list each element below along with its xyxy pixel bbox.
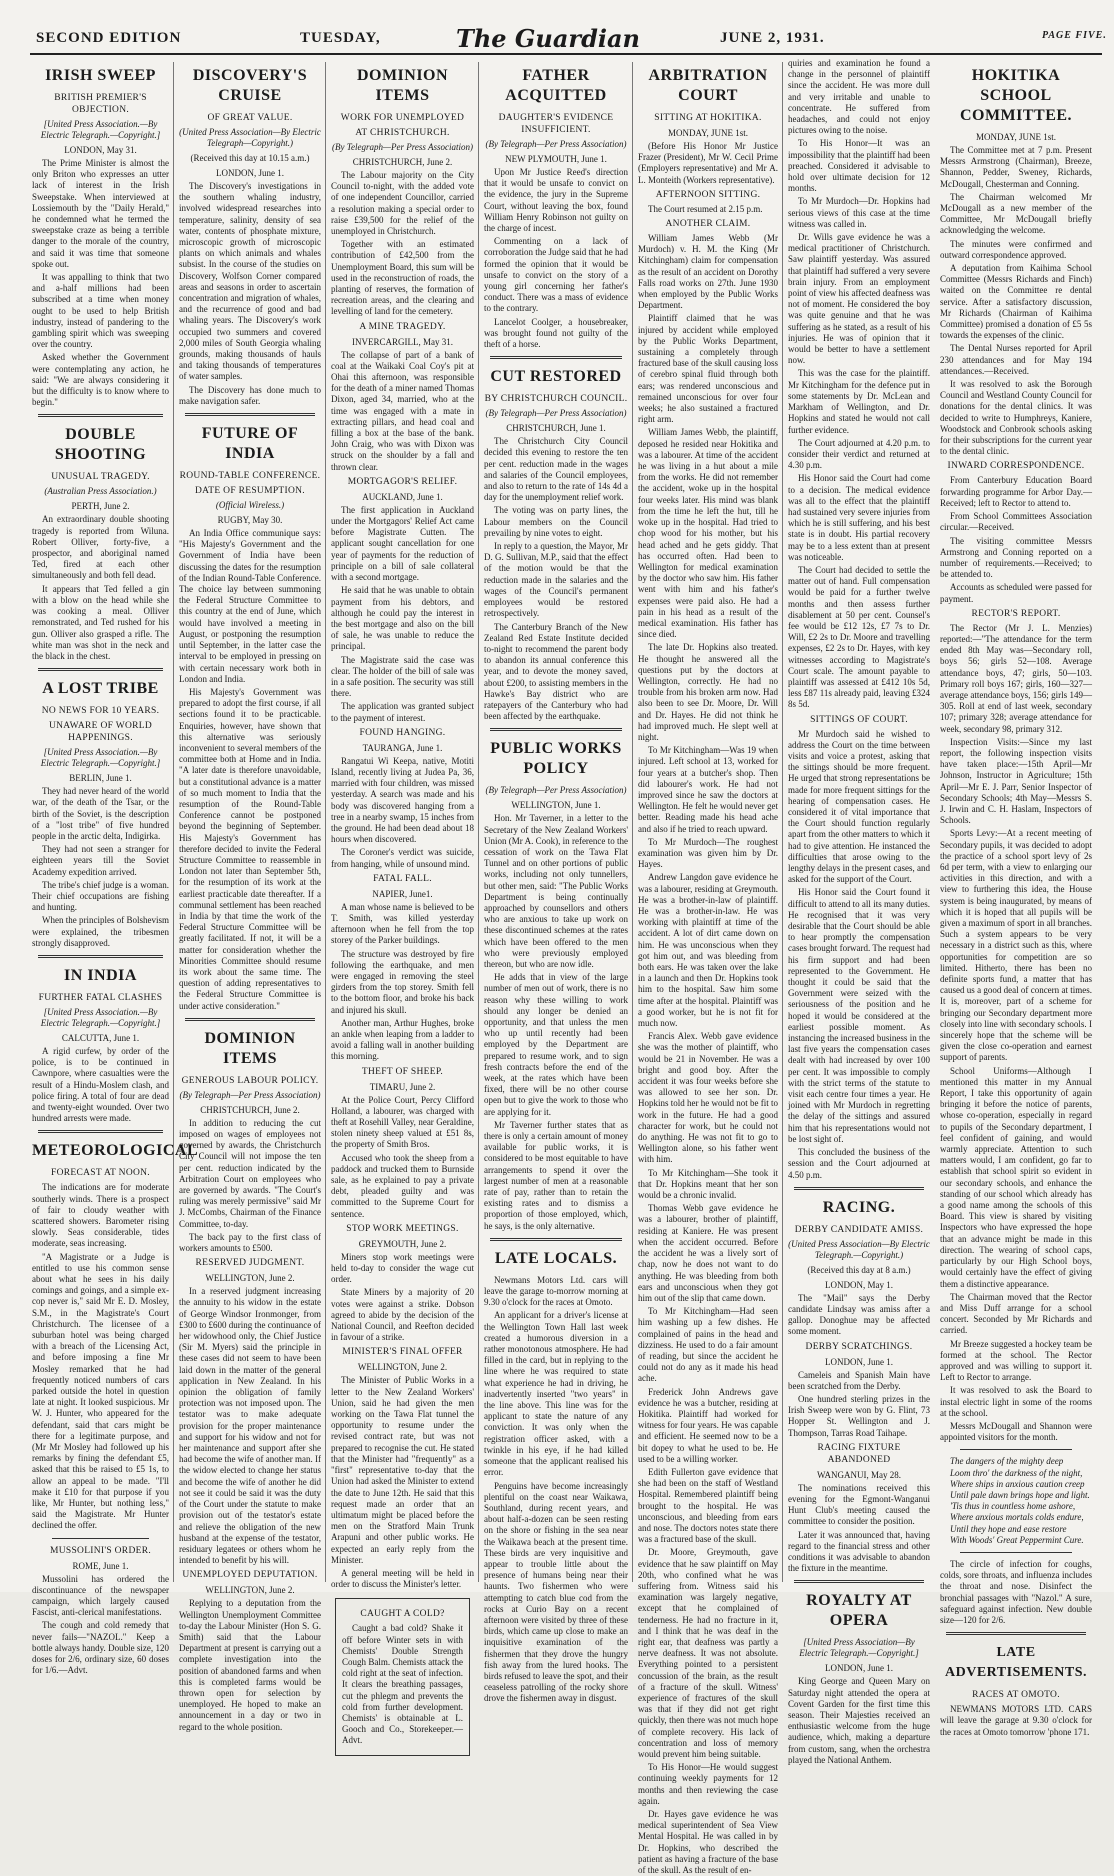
advertisement-paragraph: The circle of infection for coughs, colds, sore throats, and influenza includes the throat and nose. Disinfect the bronchial passages with "Nazol." A sure, safeguard against infection. New double size—120 for 2/6. (940, 1558, 1092, 1625)
article-paragraph: To His Honor—He would suggest continuing weekly payments for 12 months and then reviewing the case again. (638, 1762, 778, 1806)
article-paragraph: The Dental Nurses reported for April 230 attendances and for May 194 attendances.—Received. (940, 343, 1092, 376)
dateline-source: (Official Wireless.) (215, 500, 285, 511)
subheading: RACING FIXTURE ABANDONED (817, 1442, 901, 1465)
article-paragraph: Later it was announced that, having regard to the financial stress and other conditions it was advisable to abandon the fixture in the meantime. (788, 1529, 930, 1574)
dateline-source: (United Press Association—By Electric Telegraph.—Copyright.) (788, 1238, 930, 1260)
verse-line: 'Tis thus in countless home ashore, (950, 1501, 1076, 1512)
section-divider (38, 955, 163, 958)
article-paragraph: In a reserved judgment increasing the annuity to his widow in the estate of George Windsor Ironmonger, from £300 to £600 during the continuance of her widowhood only, the Chief Justice (Sir M. Myers) said the principle in these cases did not seem to have been laid down in the matter of the general application in New Zealand. In his opinion the obligation of family protection was not imposed upon. The testator was to make adequate provision for the proper maintenance and support for his widow and not for her maintenance and support after she had become the wife of another man. If the widow elected to change her status and become the wife of another he did not see it could be said it was the duty of the Court under the statute to make provision out of the testator's estate and relieve the obligation of the new husband at the expense of the testator, residuary legatees or others whom he intended to benefit by his will. (179, 1286, 321, 1566)
advertisement-paragraph: NEWMANS MOTORS LTD. CARS will leave the garage at 9.30 o'clock for the races at Omoto tomorrow 'phone 171. (940, 1704, 1092, 1737)
verse-line: With Woods' Great Peppermint Cure. (950, 1534, 1084, 1545)
headline-public-works-policy: PUBLIC WORKS POLICY (490, 740, 622, 778)
article-paragraph: This was the case for the plaintiff. Mr Kitchingham for the defence put in some statements by Dr. McLean and Markham of Wellington, and Dr. Hopkins and stated he would not call further evidence. (788, 368, 930, 435)
article-paragraph: An India Office communique says: "His Majesty's Government and the Government of India have been discussing the dates for the resumption of the Indian Round-Table Conference. The choice lay between summoning the Federal Structure Committee to this country at the end of June, which would have involved a meeting in August, or postponing the resumption until September, in the latter case the interval to be employed in pressing on with certain necessary work both in London and India. (179, 528, 321, 684)
place-dateline: WANGANUI, May 28. (817, 1469, 901, 1480)
section-divider (794, 1187, 924, 1190)
article-paragraph: Dr. Wills gave evidence he was a medical practitioner of Christchurch. Saw plaintiff yesterday. Was assured that plaintiff had suffered a very severe brain injury. From an employment point of view his affected deafness was not of moment. He considered the boy was quite genuine and that he was suffering as he stated, as a result of his injuries. He was of opinion that it would be better to have a settlement now. (788, 232, 930, 366)
column-6 (784, 58, 934, 1765)
section-divider (185, 413, 315, 416)
article-paragraph: At the Police Court, Percy Clifford Holland, a labourer, was charged with theft at Rosehill Valley, near Geraldine, stolen ninety sheep valued at £51 8s, the property of Smith Bros. (331, 1094, 474, 1150)
place-dateline: WELLINGTON, June 1. (511, 800, 601, 811)
column-rule (632, 62, 633, 1582)
article-paragraph: Plaintiff claimed that he was injured by accident while employed by the Public Works Department, sustaining a completely through fractured base of the skull causing loss of cerebro spinal fluid through both ears; was rendered unconscious and remained unconscious for over four weeks; he also sustained a fractured right arm. (638, 313, 778, 425)
subheading: UNAWARE OF WORLD HAPPENINGS. (48, 721, 153, 744)
article-paragraph: The Coroner's verdict was suicide, from hanging, while of unsound mind. (331, 847, 474, 869)
article-paragraph: Thomas Webb gave evidence he was a labourer, brother of plaintiff, residing at Kaniere. He was present when the accident occurred. Before the accident he was a lively sort of chap, now he does not want to do anything. He was bleeding from both ears and unconscious when they got him out of the slip that came down. (638, 1203, 778, 1303)
column-rule (173, 62, 174, 1582)
place-dateline: AUCKLAND, June 1. (362, 491, 443, 502)
place-dateline: GREYMOUTH, June 2. (358, 1238, 447, 1249)
article-paragraph: An applicant for a driver's license at the Wellington Town Hall last week created a humorous diversion in a rather monotonous atmosphere. He had filled in the card, but in replying to the line where he was required to state what experience he had in driving, he inadvertently inserted "two years" in the line above. This line was for the applicant to state the nature of any conviction. It was only when the registration officer asked, with a twinkle in his eye, if he had killed someone that the applicant realised his error. (484, 1310, 628, 1478)
subheading: UNEMPLOYED DEPUTATION. (182, 1570, 318, 1581)
article-paragraph: Commenting on a lack of corroboration the Judge said that he had formed the opinion that it would be unsafe to convict on the story of a young girl concerning her father's conduct. There was a mass of evidence to the contrary. (484, 236, 628, 314)
column-3 (327, 58, 478, 1746)
article-paragraph: The back pay to the first class of workers amounts to £500. (179, 1231, 321, 1254)
column-rule (478, 62, 479, 1582)
article-paragraph: The Chairman moved that the Rector and Miss Duff arrange for a school concert. Seconded by Mr Richards and carried. (940, 1291, 1092, 1336)
article-paragraph: A deputation from Kaihima School Committee (Messrs Richards and Finch) waited on the Committee re dental service. After a satisfactory discussion, Mr Richards (Chairman of Kaihima Committee) promised a donation of £5 5s towards the expenses of the clinic. (940, 263, 1092, 341)
section-divider (38, 414, 163, 417)
article-paragraph: A man whose name is believed to be T. Smith, was killed yesterday afternoon when he fell from the top storey of the Parker buildings. (331, 901, 474, 946)
place-dateline: NEW PLYMOUTH, June 1. (505, 154, 607, 164)
article-paragraph: The Prime Minister is almost the only Briton who expresses an utter lack of interest in the Irish Sweepstake. When interviewed at Lossiemouth by the "Daily Herald," he condemned what he termed the sweepstake craze as being a terrible danger to the morale of the country, and said it was time that someone spoke out. (32, 158, 169, 269)
subheading: ANOTHER CLAIM. (665, 219, 751, 230)
article-paragraph: Mr Murdoch said he wished to address the Court on the time between visits and voice a protest, asking that the sittings should be more frequent. He urged that strong representations be made for more frequent sittings for the hearing of compensation cases. He considered it of vital importance that the Court should function regularly apart from the other matters to which it had to give attention. He instanced the difficulties that arose owing to the lengthy delays in the present cases, and asked for the support of the Court. (788, 728, 930, 885)
edition-label: SECOND EDITION (36, 30, 182, 46)
subheading: OF GREAT VALUE. (207, 113, 293, 123)
article-paragraph: It was appalling to think that two and a-half millions had been subscribed at a time when money ought to be used to help British industry, instead of pandering to the gambling spirit which was sweeping over the country. (32, 272, 169, 350)
article-paragraph: Inspection Visits:—Since my last report, the following inspection visits have taken place:—15th April—Mr Johnson, Instructor in Agriculture; 15th April—Mr E. J. Parr, Senior Inspector of Secondary Schools; 4th May—Messrs S. J. Irwin and C. H. Haslam, Inspectors of Schools. (940, 736, 1092, 826)
dateline-source: [United Press Association.—By Electric Telegraph.—Copyright.] (40, 1006, 161, 1028)
advertisement-heading: CAUGHT A COLD? (360, 1609, 445, 1620)
page-number: PAGE FIVE. (1042, 30, 1107, 41)
article-paragraph: In addition to reducing the cut imposed on wages of employees not governed by awards, the Christchurch City Council will not impose the ten per cent. reduction indicated by the Arbitration Court on employees who are governed by awards. "The Court's ruling was merely permissive" said Mr J. McCombs, Chairman of the Finance Committee, to-day. (179, 1117, 321, 1229)
place-dateline: WELLINGTON, June 2. (357, 1362, 448, 1373)
article-paragraph: The application was granted subject to the payment of interest. (331, 701, 474, 723)
dateline-source: (United Press Association—By Electric Telegraph—Copyright.) (179, 127, 321, 148)
headline-late-advertisements: LATE ADVERTISEMENTS. (945, 1645, 1087, 1681)
dateline-source: (By Telegraph—Per Press Association) (332, 142, 473, 152)
subheading: WORK FOR UNEMPLOYED (340, 113, 465, 123)
section-divider (960, 1449, 1072, 1450)
article-paragraph: They had not seen a stranger for eighteen years till the Soviet Academy expedition arrived. (32, 844, 169, 877)
subheading: ROUND-TABLE CONFERENCE. (179, 471, 321, 482)
section-divider (52, 1538, 149, 1539)
subheading: SITTING AT HOKITIKA. (654, 113, 762, 123)
article-paragraph: To His Honor—It was an impossibility that the plaintiff had been preached. Considered it advisable to hold over ultimate decision for 12 months. (788, 138, 930, 194)
subheading: MUSSOLINI'S ORDER. (49, 1545, 152, 1556)
article-paragraph: Mr Breeze suggested a hockey team be formed at the school. The Rector approved and was willing to support it. Left to Rector to arrange. (940, 1338, 1092, 1383)
dateline-source: (By Telegraph—Per Press Association) (485, 408, 627, 419)
section-divider (38, 668, 163, 671)
article-paragraph: He adds that in view of the large number of men out of work, there is no reason why these willing to work should any longer be denied an opportunity, and that unless the men who up until recently had been employed by the Department are prepared to resume work, and to sign fresh contracts before the end of the week, at the rates which have been fixed, there will be no other course open but to give the work to those who are applying for it. (484, 972, 628, 1117)
place-dateline: CHRISTCHURCH, June 1. (506, 423, 606, 434)
dateline-source: (Australian Press Association.) (44, 486, 157, 497)
received-note: (Received this day at 8 a.m.) (807, 1264, 911, 1275)
weekday-label: TUESDAY, (300, 30, 381, 46)
article-paragraph: The visiting committee Messrs Armstrong and Conning reported on a number of requirements.—Received; to be attended to. (940, 535, 1092, 580)
section-divider (490, 356, 622, 359)
place-dateline: CHRISTCHURCH, June 2. (200, 1104, 300, 1115)
place-dateline: PERTH, June 2. (71, 501, 130, 512)
headline-father-acquitted: FATHER ACQUITTED (505, 67, 607, 104)
headline-late-locals: LATE LOCALS. (494, 1249, 618, 1267)
headline-in-india: IN INDIA (64, 966, 137, 984)
article-paragraph: The collapse of part of a bank of coal at the Waikaki Coal Coy's pit at Ohai this afternoon, was responsible for the death of a miner named Thomas Dixon, aged 34, married, who at the time was engaged with a mate in extracting pillars, and head coal and filling a box at the base of the bank. John Craig, who was with Dixon was struck on the shoulder by a fall and thrown clear. (331, 349, 474, 472)
column-1 (28, 58, 199, 1676)
place-dateline: WELLINGTON, June 2. (205, 1585, 295, 1596)
dateline-source: (By Telegraph—Per Press Association) (179, 1089, 321, 1100)
article-paragraph: Francis Alex. Webb gave evidence she was the mother of plaintiff, who would be 21 in November. He was a bright and good boy. After the accident it was four weeks before she was allowed to see her son. Dr. Hopkins told her he would not be fit to work in the future. He had a good character for work, but he could not do anything. He was not fit to go to Wellington alone, so his father went with him. (638, 1031, 778, 1165)
article-paragraph: The Committee met at 7 p.m. Present Messrs Armstrong (Chairman), Breeze, Shannon, Pedder, Sweney, Richards, McDougall, Chesterman and Conning. (940, 145, 1092, 189)
article-paragraph: "A Magistrate or a Judge is entitled to use his common sense about what he sees in his daily comings and goings, and a simple ex-cop never is," said Mr E. D. Mosley, S.M., in the Magistrate's Court Christchurch. The licensee of a suburban hotel was being charged with a breach of the Licensing Act, and before imposing a fine Mr Mosley remarked that he had frequently noticed numbers of cars parked outside the hotel in question late at night. It looked suspicious. Mr W. J. Hunter, who appeared for the defendant, said that cars might be there for a legitimate purpose, and (Mr Mr Mosley had followed up his remarks by fining the defendant £5, asked that this be raised to £5 1s, to allow an appeal to be made. "I'll make it £10 for that purpose if you like, Mr Hunter, but nothing less," said the Magistrate. Mr Hunter declined the offer. (32, 1251, 169, 1531)
article-paragraph: King George and Queen Mary on Saturday night attended the opera at Covent Garden for the first time this season. Their Majesties received an enthusiastic welcome from the huge audience, which, making a departure from custom, sang, when the orchestra played the National Anthem. (788, 1676, 930, 1765)
article-paragraph: Messrs McDougall and Shannon were appointed visitors for the month. (940, 1420, 1092, 1443)
subheading: A MINE TRAGEDY. (359, 321, 446, 332)
place-dateline: ROME, June 1. (72, 1560, 129, 1571)
place-dateline: CHRISTCHURCH, June 2. (352, 157, 453, 167)
article-paragraph: Together with an estimated contribution of £42,500 from the Unemployment Board, this sum will be used in the reconstruction of roads, the planting of reserves, the formation of recreation areas, and the clearing and levelling of land for the cemetery. (331, 239, 474, 317)
advertisement-verse (940, 1456, 1092, 1546)
article-paragraph: Newmans Motors Ltd. cars will leave the garage to-morrow morning at 9.30 o'clock for the races at Omoto. (484, 1274, 628, 1308)
subheading: AFTERNOON SITTING. (655, 189, 761, 200)
article-paragraph: To Mr Kitchingham—Was 19 when injured. Left school at 13, worked for four years at a butcher's shop. Then did labourer's work. He had not improved since he saw the doctors at Wellington. He felt he would never get better. Reading made his head ache and also if he tried to reach upward. (638, 745, 778, 834)
headline-royalty-at-opera: ROYALTY AT OPERA (806, 1592, 912, 1630)
place-dateline: LONDON, June 1. (216, 168, 284, 178)
subheading: MINISTER'S FINAL OFFER (342, 1347, 463, 1358)
headline-dominion-items: DOMINION ITEMS (356, 67, 449, 104)
subheading: GENEROUS LABOUR POLICY. (181, 1075, 319, 1086)
column-7 (936, 58, 1096, 1737)
headline-future-of-india: FUTURE OF INDIA (201, 425, 299, 463)
article-paragraph: The Court resumed at 2.15 p.m. (648, 203, 763, 214)
place-dateline: INVERCARGILL, May 31. (352, 336, 453, 347)
article-paragraph: The Magistrate said the case was clear. The holder of the bill of sale was in a safe position. The security was still there. (331, 654, 474, 699)
article-paragraph: His Honor said the Court found it difficult to attend to all its many duties. He recognised that it was very desirable that the Court should be able to hear promptly the compensation cases brought forward. The request had his firm support and had been represented to the Government. He thought it could be said that the Government were seized with the seriousness of the position and he hoped it would be considered at the earliest possible moment. As instancing the increased business in the last five years the compensation cases dealt with had increased by over 100 per cent. It was impossible to comply with the strict terms of the statute to visit each centre four times a year. He joined with Mr Murdoch in regretting the delay of the sittings and assured him that his representations would not be lost sight of. (788, 887, 930, 1144)
place-dateline: TIMARU, June 2. (369, 1081, 436, 1092)
advertisement-text: Caught a bad cold? Shake it off before Winter sets in with Chemists' Double Strength Cough Balm. Chemists attack the cold right at the seat of infection. It clears the breathing passages, cut the phlegm and prevents the cold from further development. Chemists' is obtainable at L. Gooch and Co., Storekeeper.—Advt. (342, 1623, 463, 1746)
subheading: THEFT OF SHEEP. (361, 1066, 444, 1077)
place-dateline: BERLIN, June 1. (69, 773, 132, 784)
article-paragraph: Another man, Arthur Hughes, broke an ankle when leaping from a ladder to avoid a falling wall in another building this morning. (331, 1017, 474, 1062)
place-dateline: TAURANGA, June 1. (362, 742, 443, 753)
article-paragraph: Lancelot Coolger, a housebreaker, was brought found not guilty of the theft of a horse. (484, 316, 628, 350)
article-paragraph: The Rector (Mr J. L. Menzies) reported:—"The attendance for the term ended 8th May was—Secondary roll, boys 56; girls 52—108. Average attendance boys, 47; girls, 50—103. Primary roll boys 167; girls, 160—327—average attendance boys, 156; girls 149—305. Roll at end of last week, secondary 107; primary 328; average attendance for week, secondary 98, primary 312. (940, 622, 1092, 734)
subheading: SITTINGS OF COURT. (810, 714, 908, 725)
headline-double-shooting: DOUBLE SHOOTING (54, 426, 147, 464)
place-dateline: LONDON, June 1. (825, 1356, 893, 1367)
dateline-source: (By Telegraph—Per Press Association) (485, 139, 627, 149)
article-paragraph: From School Committees Association circular.—Received. (940, 511, 1092, 533)
article-paragraph: William James Webb, the plaintiff, deposed he resided near Hokitika and was a labourer. At time of the accident he was living in a hut about a mile from the works. He did not remember the accident, woke up in the hospital four weeks later. His mind was blank from the time he left the hut, till he woke up in the hospital. Had tried to chop wood for his mother, but his head ached and he gets giddy. That has occurred often. Had been to Wellington for medical examination by the doctor who saw him. His father went with him and his father's expenses were paid also. He had a pain in his head as a result of the medical examination. His father has since died. (638, 427, 778, 640)
column-2 (175, 58, 325, 1732)
subheading: NO NEWS FOR 10 YEARS. (41, 706, 160, 717)
article-paragraph: Cameleis and Spanish Main have been scratched from the Derby. (788, 1369, 930, 1391)
subheading: FOUND HANGING. (359, 727, 446, 738)
subheading: DERBY SCRATCHINGS. (805, 1341, 913, 1352)
article-paragraph: It was resolved to ask the Borough Council and Westland County Council for donations for the dental clinics. It was decided to write to Humphreys, Kaniere, Woodstock and Conbrook schools asking for their subscriptions for the current year to the dental clinic. (940, 379, 1092, 457)
subheading: DATE OF RESUMPTION. (195, 486, 305, 497)
column-rule (782, 62, 783, 1582)
article-paragraph: A rigid curfew, by order of the police, is to be continued in Cawnpore, where casualties were the result of a Hindu-Moslem clash, and police firing. A total of four are dead and twenty-eight wounded. Over two hundred arrests were made. (32, 1045, 169, 1124)
article-paragraph: The Chairman welcomed Mr McDougall as a new member of the Committee, Mr McDougall briefly acknowledging the welcome. (940, 191, 1092, 236)
article-paragraph: When the principles of Bolshevism were explained, the tribesmen strongly disapproved. (32, 915, 169, 948)
dateline-source: (By Telegraph—Per Press Association) (485, 785, 627, 796)
dateline-source: [United Press Association.—By Electric Telegraph.—Copyright.] (40, 747, 161, 769)
headline-irish-sweep: IRISH SWEEP (45, 67, 156, 84)
section-divider (490, 728, 622, 731)
article-paragraph: Asked whether the Government were contemplating any action, he said: "We are always considering it but the difficulty is to know where to begin." (32, 352, 169, 408)
place-dateline: MONDAY, JUNE 1st. (975, 132, 1056, 142)
article-paragraph: The Christchurch City Council decided this evening to restore the ten per cent. reduction made in the wages and salaries of the Council employees, and also to return to the rate of 14s 4d a day for the unemployment relief work. (484, 436, 628, 503)
subheading: INWARD CORRESPONDENCE. (947, 461, 1085, 472)
article-paragraph: Rangatui Wi Keepa, native, Motiti Island, recently living at Judea Pa, 36, married with four children, was missed yesterday. A search was made and his body was discovered hanging from a tree in a nearby swamp, 15 inches from the ground. He had been dead about 18 hours when discovered. (331, 755, 474, 845)
article-paragraph: The Court adjourned at 4.20 p.m. to consider their verdict and returned at 4.30 p.m. (788, 437, 930, 471)
advertisement-paragraph: The cough and cold remedy that never fails—"NAZOL." Keep a bottle always handy. Double size, 120 doses for 2/6, ordinary size, 60 doses for 1/6.—Advt. (32, 1620, 169, 1676)
place-dateline: LONDON, June 1. (825, 1663, 893, 1674)
place-dateline: WELLINGTON, June 2. (205, 1273, 295, 1284)
dateline-source: [United Press Association—By Electric Telegraph.—Copyright.] (799, 1637, 919, 1659)
subheading: RESERVED JUDGMENT. (195, 1258, 305, 1269)
article-paragraph: His Honor said the Court had come to a decision. The medical evidence was all to the effect that the plaintiff had sustained very severe injuries from which he is still suffering, and his best state is in doubt. His partial recovery may be to a less extent than at present was noticeable. (788, 473, 930, 562)
article-paragraph: Andrew Langdon gave evidence he was a labourer, residing at Greymouth. He was a brother-in-law of plaintiff. He was a brother-in-law. He was working with plaintiff at time of the accident. A lot of dirt came down on him. He was unconscious when they got him out, and was bleeding from both ears. He was taken over the lake in a launch and then Dr. Hopkins took him to the hospital. Saw him some time after at the hospital. Plaintiff was a good worker, but he is not fit for much now. (638, 872, 778, 1029)
article-paragraph: State Miners by a majority of 20 votes were against a strike. Dobson agreed to abide by the decision of the National Council, and Reefton decided in favour of a strike. (331, 1287, 474, 1343)
article-paragraph: quiries and examination he found a change in the personnel of plaintiff since the accident. He was more dull and very irritable and unable to concentrate. He suffered from headaches, and could not enjoy pictures owing to the noise. (788, 58, 930, 136)
section-divider (38, 1130, 163, 1133)
column-4 (480, 58, 632, 1704)
subheading: UNUSUAL TRAGEDY. (51, 472, 150, 483)
article-paragraph: Upon Mr Justice Reed's direction that it would be unsafe to convict on the evidence, the jury in the Supreme Court, without leaving the box, found William Henry Robinson not guilty on the charge of incest. (484, 167, 628, 234)
section-divider (794, 1580, 924, 1583)
article-paragraph: The first application in Auckland under the Mortgagors' Relief Act came before Magistrate Cutten. The applicant sought cancellation for one year of payments for the reduction of principle on a bill of sale collateral with a second mortgage. (331, 504, 474, 583)
article-paragraph: The indications are for moderate southerly winds. There is a prospect of fair to cloudy weather with scattered showers. Barometer rising slowly. Seas considerable, tides moderate, seas increasing. (32, 1182, 169, 1249)
article-paragraph: Replying to a deputation from the Wellington Unemployment Committee to-day the Labour Minister (Hon S. G. Smith) said that the Labour Department at present is carrying out a complete investigation into the position of abandoned farms and when this is completed farms would be thrown open for selection by unemployed. He hoped to make an announcement in a day or two in regard to the whole position. (179, 1598, 321, 1732)
section-divider (946, 1632, 1086, 1635)
article-paragraph: School Uniforms—Although I mentioned this matter in my Annual Report, I take this opportunity of again bringing it before the notice of parents, whose co-operation, especially in regard to pupils of the Secondary department, I feel confident of gaining, and would warmly appreciate. Attention to such matters would, I am confident, go far to establish that school spirit so evident in our secondary schools, and enhance the standing of our school which already has a good name among the schools of this Board. This view is shared by visiting Inspectors who have expressed the hope that an advance might be made in this direction. The wearing of school caps, particularly by our High School boys, would certainly have the effect of giving them a distinctive appearance. (940, 1065, 1092, 1289)
article-paragraph: It appears that Ted felled a gin with a blow on the head while she was cooking a meal. Olliver remonstrated, and Ted rushed for his gun. Olliver also grasped a rifle. The white man was shot in the neck and the black in the chest. (32, 583, 169, 661)
article-paragraph: The minutes were confirmed and outward correspondence approved. (940, 238, 1092, 260)
newspaper-title: The Guardian (456, 24, 640, 53)
article-paragraph: The voting was on party lines, the Labour members on the Council prevailing by nine votes to eight. (484, 505, 628, 538)
article-paragraph: Mr Taverner further states that as there is only a certain amount of money available for public works, it is considered to be most equitable to have arrangements to spend it over the largest number of men at a reasonable rate of pay, rather than to retain the existing rates and to dismiss a proportion of those employed, which, he says, is the only alternative. (484, 1119, 628, 1231)
headline-arbitration-court: ARBITRATION COURT (648, 67, 768, 104)
masthead-rule (30, 53, 1102, 55)
date-label: JUNE 2, 1931. (720, 30, 825, 46)
article-paragraph: Miners stop work meetings were held to-day to consider the wage cut order. (331, 1251, 474, 1285)
section-divider (490, 1238, 622, 1241)
article-paragraph: The structure was destroyed by fire following the earthquake, and men were engaged in removing the steel girders from the top storey. Smith fell to the bottom floor, and broke his back and injured his skull. (331, 948, 474, 1015)
article-paragraph: From Canterbury Education Board forwarding programme for Arbor Day.—Received; left to Rector to attend to. (940, 475, 1092, 508)
article-paragraph: The Court had decided to settle the matter out of hand. Full compensation would be paid for a further twelve months and then assess further disablement at 50 per cent. Counsel's fee would be £12 12s, £7 7s to Dr. Will, £2 2s to Dr. Moore and travelling expenses, £2 2s to Dr. Hayes, with key witnesses according to Magistrate's Court scale. The amount payable to plaintiff was assessed at £412 10s 5d, less £87 11s already paid, leaving £324 8s 5d. (788, 564, 930, 710)
article-paragraph: He said that he was unable to obtain payment from his debtors, and although he could pay the interest in the best mortgage and also on the bill of sale, he was unable to reduce the principal. (331, 585, 474, 652)
subheading: RACES AT OMOTO. (972, 1690, 1060, 1701)
article-paragraph: The "Mail" says the Derby candidate Lindsay was amiss after a gallop. Donoghue may be affected some moment. (788, 1292, 930, 1337)
verse-line: Until they hope and ease restore (950, 1523, 1067, 1534)
dateline-source: [United Press Association.—By Electric Telegraph.—Copyright.] (40, 119, 161, 140)
place-dateline: RUGBY, May 30. (217, 515, 283, 526)
article-paragraph: The Discovery has done much to make navigation safer. (179, 384, 321, 406)
article-paragraph: William James Webb (Mr Murdoch) v. H. M. the King (Mr Kitchingham) claim for compensation as the result of an accident on Dorothy Falls road works on 27th. June 1930 when employed by the Public Works Department. (638, 233, 778, 311)
subheading: DAUGHTER'S EVIDENCE INSUFFICIENT. (498, 113, 614, 135)
subheading: BRITISH PREMIER'S OBJECTION. (54, 93, 147, 115)
subheading: STOP WORK MEETINGS. (346, 1223, 459, 1234)
column-rule (325, 62, 326, 1582)
headline-meteorological: METEOROLOGICAL (32, 1142, 199, 1160)
verse-line: Where anxious mortals colds endure, (950, 1512, 1084, 1523)
article-paragraph: In reply to a question, the Mayor, Mr D. G. Sullivan, M.P., said that the effect of the motion would be that the reduction made in the salaries and the wages of the Council's permanent employees would be restored retrospectively. (484, 541, 628, 619)
article-paragraph: Mussolini has ordered the discontinuance of the newspaper campaign, which largely caused Fascist, anti-clerical manifestations. (32, 1573, 169, 1618)
place-dateline: MONDAY, JUNE 1st. (667, 128, 748, 138)
headline-racing: RACING. (822, 1198, 896, 1216)
article-paragraph: Dr. Hayes gave evidence he was medical superintendent of Sea View Mental Hospital. He was called in by Dr. Hopkins, who described the patient as having a fracture of the base of the skull. As the result of en- (638, 1809, 778, 1876)
subheading: BY CHRISTCHURCH COUNCIL. (484, 394, 628, 405)
article-paragraph: His Majesty's Government was prepared to adopt the first course, if all sections found it to be practicable. Enquiries, however, have shown that this alternative was seriously inconvenient to several members of the committee both at Home and in India. "A later date is therefore unavoidable, but a constitutional advance is a matter of so much moment to India that the resumption of the Round-Table Conference cannot be postponed beyond the beginning of September. His Majesty's Government has therefore decided to invite the Federal Structure Committee to reassemble in London not later than September 5th, for the resumption of its work at the earliest practicable date thereafter. If a communal settlement has been reached in India by that time the work of the Federal Structure Committee will be greatly facilitated. If not, it will be a matter for consideration whether the Minorities Committee should resume its work about the same time. The question of adding representatives to the Federal Structure Committee is under active consideration." (179, 686, 321, 1011)
subheading: AT CHRISTCHURCH. (355, 128, 450, 138)
headline-hokitika-school-committee: HOKITIKA SCHOOL COMMITTEE. (959, 67, 1073, 124)
verse-line: Loom thro' the darkness of the night, (950, 1467, 1083, 1478)
article-paragraph: An extraordinary double shooting tragedy is reported from Wiluna. Robert Olliver, forty-five, a prospector, and aboriginal named Ted, fired at each other simultaneously and both fell dead. (32, 514, 169, 581)
verse-line: Until pale dawn brings hope and light. (950, 1489, 1090, 1500)
article-paragraph: The late Dr. Hopkins also treated. He thought he answered all the questions put by the doctors at Wellington, correctly. He had no trouble from his broken arm now. Had also been to see Dr. Moore, Dr. Will and Dr. Hayes. He did not think he had improved much. He slept well at night. (638, 642, 778, 742)
verse-line: The dangers of the mighty deep (950, 1456, 1064, 1467)
article-paragraph: To Mr Kitchingham—Had seen him washing up a few dishes. He complained of pains in the head and dizziness. He used to do a fair amount of reading, but since the accident he could not do any as it made his head ache. (638, 1306, 778, 1384)
article-paragraph: The Discovery's investigations in the southern whaling industry, involved widespread researches into temperature, salinity, density of sea water, contents of phosphate mixture, microscopic growth of microscopic plants on which animals and whales subsist. In the course of the studies on Discovery, Wolfson Corner compared areas and seasons in order to ascertain concentration and migration of whales, and the recurrence of good and bad whaling years. The Discovery's work occupied two summers and covered 2,000 miles of South Georgia whaling grounds, making thousands of hauls and taking thousands of temperatures of water samples. (179, 181, 321, 382)
headline-dominion-items: DOMINION ITEMS (204, 1029, 296, 1067)
article-paragraph: Edith Fullerton gave evidence that she had been on the staff of Westland Hospital. Remembered plaintiff being brought to the hospital. He was unconscious, and bleeding from ears and nose. The doctors notes state there was a fractured base of the skull. (638, 1466, 778, 1545)
article-paragraph: Frederick John Andrews gave evidence he was a butcher, residing at Hokitika. Plaintiff had worked for witness for four years. He was capable and efficient. He seemed now to be a bit dopey to what he used to be. He used to be a willing worker. (638, 1386, 778, 1464)
place-dateline: CALCUTTA, June 1. (61, 1032, 140, 1043)
article-paragraph: It was resolved to ask the Board to instal electric light in some of the rooms at the school. (940, 1385, 1092, 1418)
article-paragraph: Accused who took the sheep from a paddock and trucked them to Burnside sale, as he explained to pay a private debt, pleaded guilty and was committed to the Supreme Court for sentence. (331, 1152, 474, 1219)
article-paragraph: To Mr Kitchingham—She took it that Dr. Hopkins meant that her son would be a chronic invalid. (638, 1167, 778, 1201)
article-paragraph: The nominations received this evening for the Egmont-Wanganui Hunt Club's meeting caused the committee to consider the position. (788, 1482, 930, 1527)
article-paragraph: Hon. Mr Taverner, in a letter to the Secretary of the New Zealand Workers' Union (Mr A. Cook), in reference to the cessation of work on the Tawa Flat Tunnel and on other portions of public works, including not only tunnellers, but other men, said: "The Public Works Department is being continually approached by counsellors and others who are anxious to take up work on these discontinued schemes at the rates which have been offered to the men who were previously employed thereon, but who are now idle. (484, 813, 628, 969)
article-paragraph: The Canterbury Branch of the New Zealand Red Estate Institute decided to-night to recommend the parent body to abandon its annual conference this year, and to devote the money saved, about £200, to assisting members in the Hawke's Bay district who are ratepayers of the Canterbury who had been affected by the earthquake. (484, 621, 628, 722)
received-note: (Received this day at 10.15 a.m.) (190, 153, 310, 163)
subheading: FURTHER FATAL CLASHES (38, 992, 163, 1003)
article-paragraph: This concluded the business of the session and the Court adjourned at 4.50 p.m. (788, 1147, 930, 1180)
subheading: FATAL FALL. (373, 873, 432, 884)
subheading: MORTGAGOR'S RELIEF. (347, 476, 458, 487)
headline-lost-tribe: A LOST TRIBE (42, 680, 159, 698)
place-dateline: LONDON, May 1. (825, 1279, 893, 1290)
verse-line: Where ships in anxious caution creep (950, 1478, 1085, 1489)
article-paragraph: The tribe's chief judge is a woman. Their chief occupations are fishing and hunting. (32, 879, 169, 913)
article-paragraph: One hundred sterling prizes in the Irish Sweep were won by G. Flint, 73 Hopper St. Wellington and J. Thompson, Tarras Road Taihape. (788, 1393, 930, 1438)
advertisement-box (335, 1598, 470, 1755)
article-paragraph: Sports Levy:—At a recent meeting of Secondary pupils, it was decided to adopt the practice of a school sport levy of 2s 6d per term, with a view to enlarging our activities in this direction, and with a view to furthering this idea, the House system is being inaugurated, by means of which it is hoped that all pupils will be given a maximum of sport in all branches. Such a system appears to be very necessary in a district such as this, where opportunities for competition are so limited. Hitherto, there has been no definite sports fund, a matter that has caused us a good deal of concern at times. It is, moreover, part of a scheme for bringing our Secondary department more closely into line with secondary schools. I sincerely hope that the scheme will be given the close co-operation and earnest support of parents. (940, 828, 1092, 1063)
section-divider (960, 1552, 1072, 1553)
subheading: FORECAST AT NOON. (51, 1168, 150, 1179)
article-paragraph: Accounts as scheduled were passed for payment. (940, 582, 1092, 604)
masthead (0, 0, 1114, 58)
column-5 (634, 58, 782, 1876)
article-paragraph: The Labour majority on the City Council to-night, with the added vote of one independent Councillor, carried a resolution making a special order to raise £39,500 for the relief of the unemployed in Christchurch. (331, 170, 474, 237)
section-divider (185, 1018, 315, 1021)
article-paragraph: They had never heard of the world war, of the death of the Tsar, or the birth of the Soviet, is the description of a "lost tribe" of five hundred people in the arctic delta, Indigirka. (32, 786, 169, 841)
place-dateline: LONDON, May 31. (64, 145, 137, 155)
headline-discovery-cruise: DISCOVERY'S CRUISE (192, 67, 308, 104)
article-paragraph: To Mr Murdoch—Dr. Hopkins had serious views of this case at the time witness was called in. (788, 196, 930, 229)
article-paragraph: Penguins have become increasingly plentiful on the coast near Waikawa, Southland, during recent years, and about half-a-dozen can be seen resting on the shore or fishing in the sea near the Waikawa beach at the present time. These birds are very inquisitive and appear to trouble little about the presence of humans being near their haunts. Two fishermen who were attempting to catch blue cod from the rocks at Curio Bay on a recent afternoon were visited by three of these birds, which came up close to make an inquisitive examination of the fishermen that they drove the hungry fish away from the lured hooks. The birds refused to leave the spot, and their ceaseless patrolling of the rocky shore drove the fishermen away in disgust. (484, 1480, 628, 1704)
place-dateline: NAPIER, June1. (372, 888, 433, 899)
subheading: RECTOR'S REPORT. (971, 608, 1061, 619)
article-paragraph: (Before His Honor Mr Justice Frazer (President), Mr W. Cecil Prime (Employers representative) and Mr A. L. Monteith (Workers representative). (638, 141, 778, 185)
article-paragraph: The Minister of Public Works in a letter to the New Zealand Workers' Union, said he had given the men working on the Tawa Flat tunnel the opportunity to resume under the revised contract rate, but was not prepared to recognise the cut. He stated that the Minister had "frequently" as a "first" representative to-day that the Union had asked the Minister to extend the date to June 12th. He said that this request made an order that an ultimatum might be placed before the men on the Stratford Main Trunk Arapuni and other public works. He expected an early reply from the Minister. (331, 1375, 474, 1565)
subheading: DERBY CANDIDATE AMISS. (794, 1224, 924, 1235)
article-paragraph: Dr. Moore, Greymouth, gave evidence that he saw plaintiff on May 20th, who confined what he was suffering from. Witness said his examination was largely negative, except that he complained of tenderness. He had no fracture in it, and I think that he was deaf in the right ear, that deafness was partly a nerve deafness. It was not absolute. Everything pointed to a persistent concussion of the brain, as the result of a fracture of the skull. Witness' experience of fractures of the skull was that if they did not get right quickly, then there was not much hope of complete recovery. His lack of concentration and loss of memory would prevent him being suitable. (638, 1547, 778, 1760)
article-paragraph: A general meeting will be held in order to discuss the Minister's letter. (331, 1567, 474, 1590)
headline-cut-restored: CUT RESTORED (490, 368, 622, 386)
article-paragraph: To Mr Murdoch—The roughest examination was given him by Dr. Hayes. (638, 836, 778, 870)
